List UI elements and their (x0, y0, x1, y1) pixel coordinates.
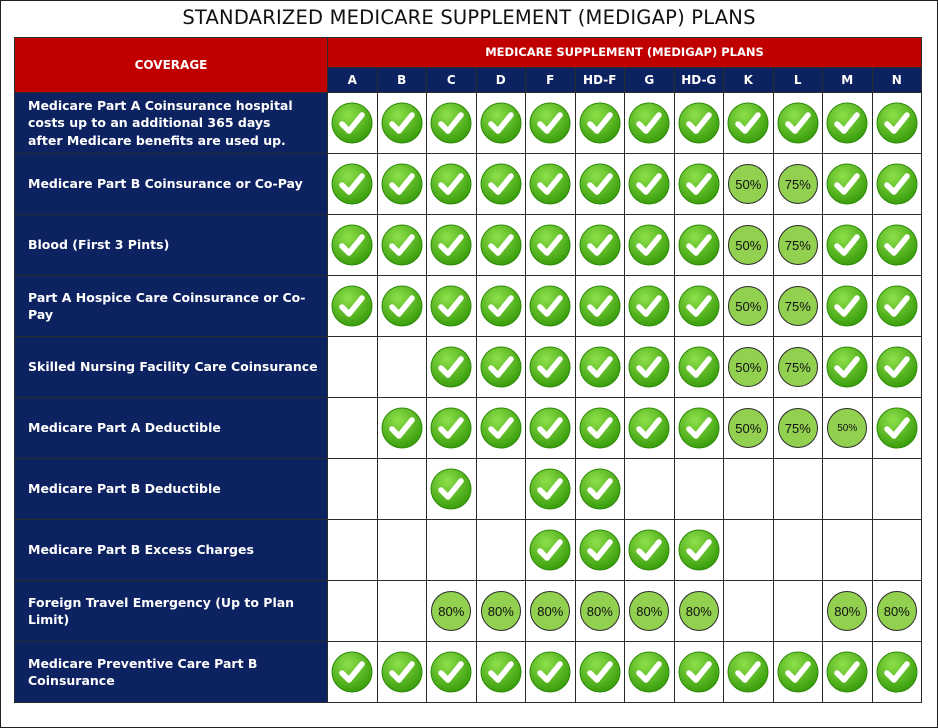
checkmark-icon (529, 468, 571, 510)
checkmark-icon (826, 224, 868, 266)
percent-badge: 80% (629, 591, 669, 631)
checkmark-icon (876, 163, 918, 205)
checkmark-icon (331, 102, 373, 144)
checkmark-icon (529, 651, 571, 693)
checkmark-icon (826, 285, 868, 327)
checkmark-icon (727, 651, 769, 693)
plan-cell-f (526, 215, 576, 276)
percent-badge: 50% (728, 164, 768, 204)
plan-cell-hd-f (575, 154, 625, 215)
plan-cell-m (823, 276, 873, 337)
percent-badge: 75% (778, 164, 818, 204)
percent-badge: 75% (778, 225, 818, 265)
plan-cell-hd-g (674, 276, 724, 337)
plan-cell-a (328, 642, 378, 703)
plan-cell-hd-f (575, 520, 625, 581)
checkmark-icon (628, 102, 670, 144)
plan-cell-m (823, 459, 873, 520)
checkmark-icon (628, 346, 670, 388)
plan-cell-hd-f (575, 337, 625, 398)
plan-cell-hd-g (674, 398, 724, 459)
plan-cell-b (377, 276, 427, 337)
checkmark-icon (678, 651, 720, 693)
checkmark-icon (381, 651, 423, 693)
plan-cell-a (328, 398, 378, 459)
plan-cell-hd-f (575, 459, 625, 520)
checkmark-icon (430, 102, 472, 144)
plan-cell-d (476, 459, 526, 520)
checkmark-icon (678, 285, 720, 327)
checkmark-icon (529, 224, 571, 266)
checkmark-icon (480, 102, 522, 144)
checkmark-icon (579, 102, 621, 144)
coverage-row (15, 93, 922, 154)
plan-cell-c (427, 93, 477, 154)
percent-badge: 50% (728, 408, 768, 448)
checkmark-icon (628, 285, 670, 327)
checkmark-icon (876, 346, 918, 388)
coverage-row (15, 215, 922, 276)
checkmark-icon (579, 529, 621, 571)
plan-column-b: B (377, 67, 427, 92)
plan-cell-b (377, 215, 427, 276)
plan-cell-b (377, 154, 427, 215)
plan-cell-m (823, 215, 873, 276)
plan-cell-hd-f (575, 93, 625, 154)
checkmark-icon (480, 651, 522, 693)
checkmark-icon (876, 407, 918, 449)
plan-cell-hd-g (674, 93, 724, 154)
checkmark-icon (777, 651, 819, 693)
plan-cell-hd-f (575, 398, 625, 459)
plan-cell-m (823, 642, 873, 703)
checkmark-icon (529, 285, 571, 327)
plan-cell-hd-f (575, 276, 625, 337)
plan-cell-n (872, 642, 922, 703)
checkmark-icon (381, 102, 423, 144)
checkmark-icon (826, 102, 868, 144)
checkmark-icon (579, 651, 621, 693)
checkmark-icon (529, 529, 571, 571)
checkmark-icon (678, 407, 720, 449)
plan-column-hd-g: HD-G (674, 67, 724, 92)
plan-cell-c (427, 276, 477, 337)
coverage-rows (15, 93, 922, 703)
plan-column-c: C (427, 67, 477, 92)
plan-column-k: K (724, 67, 774, 92)
checkmark-icon (529, 102, 571, 144)
checkmark-icon (628, 163, 670, 205)
plan-cell-d (476, 520, 526, 581)
plan-cell-d (476, 215, 526, 276)
plan-cell-m (823, 520, 873, 581)
plan-cell-l (773, 276, 823, 337)
plan-cell-k (724, 520, 774, 581)
plan-cell-m (823, 93, 873, 154)
checkmark-icon (579, 407, 621, 449)
checkmark-icon (430, 346, 472, 388)
coverage-label: Medicare Part B Deductible (15, 459, 328, 520)
checkmark-icon (430, 407, 472, 449)
plan-cell-hd-g (674, 154, 724, 215)
plan-cell-k (724, 276, 774, 337)
checkmark-icon (331, 224, 373, 266)
checkmark-icon (331, 651, 373, 693)
plan-cell-b (377, 398, 427, 459)
plan-cell-d (476, 581, 526, 642)
plan-cell-g (625, 581, 675, 642)
percent-badge: 75% (778, 408, 818, 448)
coverage-row (15, 581, 922, 642)
checkmark-icon (628, 651, 670, 693)
checkmark-icon (430, 651, 472, 693)
coverage-label: Medicare Preventive Care Part B Coinsurance (15, 642, 328, 703)
plan-cell-hd-g (674, 520, 724, 581)
plan-cell-l (773, 581, 823, 642)
plan-cell-hd-g (674, 642, 724, 703)
checkmark-icon (430, 468, 472, 510)
coverage-row (15, 276, 922, 337)
plan-cell-d (476, 642, 526, 703)
plan-cell-b (377, 581, 427, 642)
plan-column-hd-f: HD-F (575, 67, 625, 92)
plan-cell-c (427, 520, 477, 581)
checkmark-icon (876, 102, 918, 144)
plan-cell-a (328, 154, 378, 215)
plan-cell-a (328, 215, 378, 276)
percent-badge: 50% (827, 408, 867, 448)
percent-badge: 80% (481, 591, 521, 631)
plan-cell-b (377, 459, 427, 520)
plan-cell-d (476, 93, 526, 154)
checkmark-icon (876, 224, 918, 266)
plan-cell-n (872, 459, 922, 520)
plan-cell-l (773, 459, 823, 520)
plan-cell-g (625, 337, 675, 398)
plan-cell-k (724, 93, 774, 154)
coverage-label: Part A Hospice Care Coinsurance or Co-Pay (15, 276, 328, 337)
plan-cell-f (526, 154, 576, 215)
checkmark-icon (678, 224, 720, 266)
checkmark-icon (529, 346, 571, 388)
plan-cell-l (773, 642, 823, 703)
checkmark-icon (480, 285, 522, 327)
checkmark-icon (430, 163, 472, 205)
plan-cell-m (823, 337, 873, 398)
plan-cell-c (427, 398, 477, 459)
plan-column-d: D (476, 67, 526, 92)
checkmark-icon (331, 285, 373, 327)
coverage-label: Medicare Part B Coinsurance or Co-Pay (15, 154, 328, 215)
plan-cell-k (724, 459, 774, 520)
plan-cell-d (476, 154, 526, 215)
plan-cell-g (625, 520, 675, 581)
plan-cell-l (773, 398, 823, 459)
percent-badge: 80% (431, 591, 471, 631)
plan-cell-hd-g (674, 581, 724, 642)
plan-cell-hd-f (575, 642, 625, 703)
checkmark-icon (579, 346, 621, 388)
plan-cell-f (526, 581, 576, 642)
checkmark-icon (381, 224, 423, 266)
plan-cell-g (625, 642, 675, 703)
plan-cell-k (724, 398, 774, 459)
checkmark-icon (480, 407, 522, 449)
checkmark-icon (628, 529, 670, 571)
checkmark-icon (529, 407, 571, 449)
plan-cell-k (724, 154, 774, 215)
checkmark-icon (579, 163, 621, 205)
coverage-label: Foreign Travel Emergency (Up to Plan Limit) (15, 581, 328, 642)
plan-cell-g (625, 276, 675, 337)
percent-badge: 80% (679, 591, 719, 631)
checkmark-icon (777, 102, 819, 144)
checkmark-icon (826, 163, 868, 205)
checkmark-icon (678, 163, 720, 205)
checkmark-icon (381, 285, 423, 327)
plan-cell-m (823, 581, 873, 642)
checkmark-icon (480, 163, 522, 205)
plan-cell-g (625, 154, 675, 215)
checkmark-icon (876, 651, 918, 693)
coverage-row (15, 337, 922, 398)
plan-cell-a (328, 337, 378, 398)
plan-cell-n (872, 215, 922, 276)
percent-badge: 50% (728, 286, 768, 326)
plan-cell-l (773, 93, 823, 154)
plan-cell-f (526, 93, 576, 154)
plan-cell-hd-f (575, 215, 625, 276)
plan-cell-a (328, 520, 378, 581)
plan-cell-n (872, 93, 922, 154)
plan-cell-n (872, 154, 922, 215)
checkmark-icon (529, 163, 571, 205)
checkmark-icon (678, 102, 720, 144)
plan-cell-d (476, 398, 526, 459)
coverage-row (15, 154, 922, 215)
plan-cell-g (625, 459, 675, 520)
plan-cell-k (724, 337, 774, 398)
percent-badge: 80% (530, 591, 570, 631)
checkmark-icon (579, 224, 621, 266)
coverage-label: Blood (First 3 Pints) (15, 215, 328, 276)
plan-cell-hd-g (674, 215, 724, 276)
plan-cell-a (328, 459, 378, 520)
plan-cell-b (377, 520, 427, 581)
plan-cell-k (724, 581, 774, 642)
plan-cell-d (476, 276, 526, 337)
plan-cell-hd-g (674, 459, 724, 520)
plan-cell-n (872, 520, 922, 581)
plan-cell-a (328, 581, 378, 642)
plan-cell-f (526, 520, 576, 581)
plan-cell-l (773, 215, 823, 276)
plan-cell-c (427, 215, 477, 276)
plan-cell-b (377, 337, 427, 398)
plan-cell-l (773, 154, 823, 215)
coverage-label: Skilled Nursing Facility Care Coinsurance (15, 337, 328, 398)
checkmark-icon (381, 163, 423, 205)
plan-cell-m (823, 398, 873, 459)
plan-cell-f (526, 459, 576, 520)
coverage-label: Medicare Part A Coinsurance hospital costs up to an additional 365 days after Medicare benefits are used up. (15, 93, 328, 154)
coverage-label: Medicare Part B Excess Charges (15, 520, 328, 581)
checkmark-icon (678, 529, 720, 571)
checkmark-icon (381, 407, 423, 449)
percent-badge: 50% (728, 347, 768, 387)
plan-cell-n (872, 337, 922, 398)
plan-column-g: G (625, 67, 675, 92)
plan-cell-g (625, 93, 675, 154)
checkmark-icon (579, 468, 621, 510)
coverage-row (15, 398, 922, 459)
checkmark-icon (430, 224, 472, 266)
plan-cell-f (526, 337, 576, 398)
plan-cell-k (724, 642, 774, 703)
checkmark-icon (678, 346, 720, 388)
percent-badge: 80% (827, 591, 867, 631)
plan-cell-f (526, 642, 576, 703)
plan-cell-a (328, 276, 378, 337)
coverage-row (15, 520, 922, 581)
checkmark-icon (628, 224, 670, 266)
plans-header: MEDICARE SUPPLEMENT (MEDIGAP) PLANS (328, 38, 922, 68)
plan-cell-l (773, 337, 823, 398)
coverage-label: Medicare Part A Deductible (15, 398, 328, 459)
checkmark-icon (826, 346, 868, 388)
plan-cell-hd-f (575, 581, 625, 642)
checkmark-icon (826, 651, 868, 693)
plan-cell-c (427, 337, 477, 398)
plan-cell-f (526, 276, 576, 337)
plan-cell-n (872, 581, 922, 642)
checkmark-icon (628, 407, 670, 449)
checkmark-icon (430, 285, 472, 327)
plan-cell-m (823, 154, 873, 215)
checkmark-icon (480, 224, 522, 266)
plan-cell-g (625, 398, 675, 459)
plan-cell-c (427, 642, 477, 703)
plan-cell-b (377, 93, 427, 154)
plan-cell-n (872, 398, 922, 459)
plan-cell-b (377, 642, 427, 703)
plan-cell-d (476, 337, 526, 398)
coverage-row (15, 459, 922, 520)
plan-cell-n (872, 276, 922, 337)
percent-badge: 75% (778, 347, 818, 387)
plan-cell-f (526, 398, 576, 459)
plan-column-n: N (872, 67, 922, 92)
percent-badge: 80% (877, 591, 917, 631)
plan-cell-c (427, 459, 477, 520)
plan-cell-a (328, 93, 378, 154)
medigap-plans-table (14, 37, 922, 703)
coverage-row (15, 642, 922, 703)
plan-column-a: A (328, 67, 378, 92)
percent-badge: 50% (728, 225, 768, 265)
checkmark-icon (876, 285, 918, 327)
plan-column-m: M (823, 67, 873, 92)
checkmark-icon (480, 346, 522, 388)
coverage-header: COVERAGE (15, 38, 328, 93)
plan-cell-k (724, 215, 774, 276)
checkmark-icon (727, 102, 769, 144)
plan-column-f: F (526, 67, 576, 92)
percent-badge: 75% (778, 286, 818, 326)
plan-cell-hd-g (674, 337, 724, 398)
plan-cell-l (773, 520, 823, 581)
plan-cell-c (427, 154, 477, 215)
plan-cell-c (427, 581, 477, 642)
plan-cell-g (625, 215, 675, 276)
plan-column-l: L (773, 67, 823, 92)
percent-badge: 80% (580, 591, 620, 631)
page-title: STANDARIZED MEDICARE SUPPLEMENT (MEDIGAP) PLANS (182, 6, 756, 29)
checkmark-icon (331, 163, 373, 205)
checkmark-icon (579, 285, 621, 327)
